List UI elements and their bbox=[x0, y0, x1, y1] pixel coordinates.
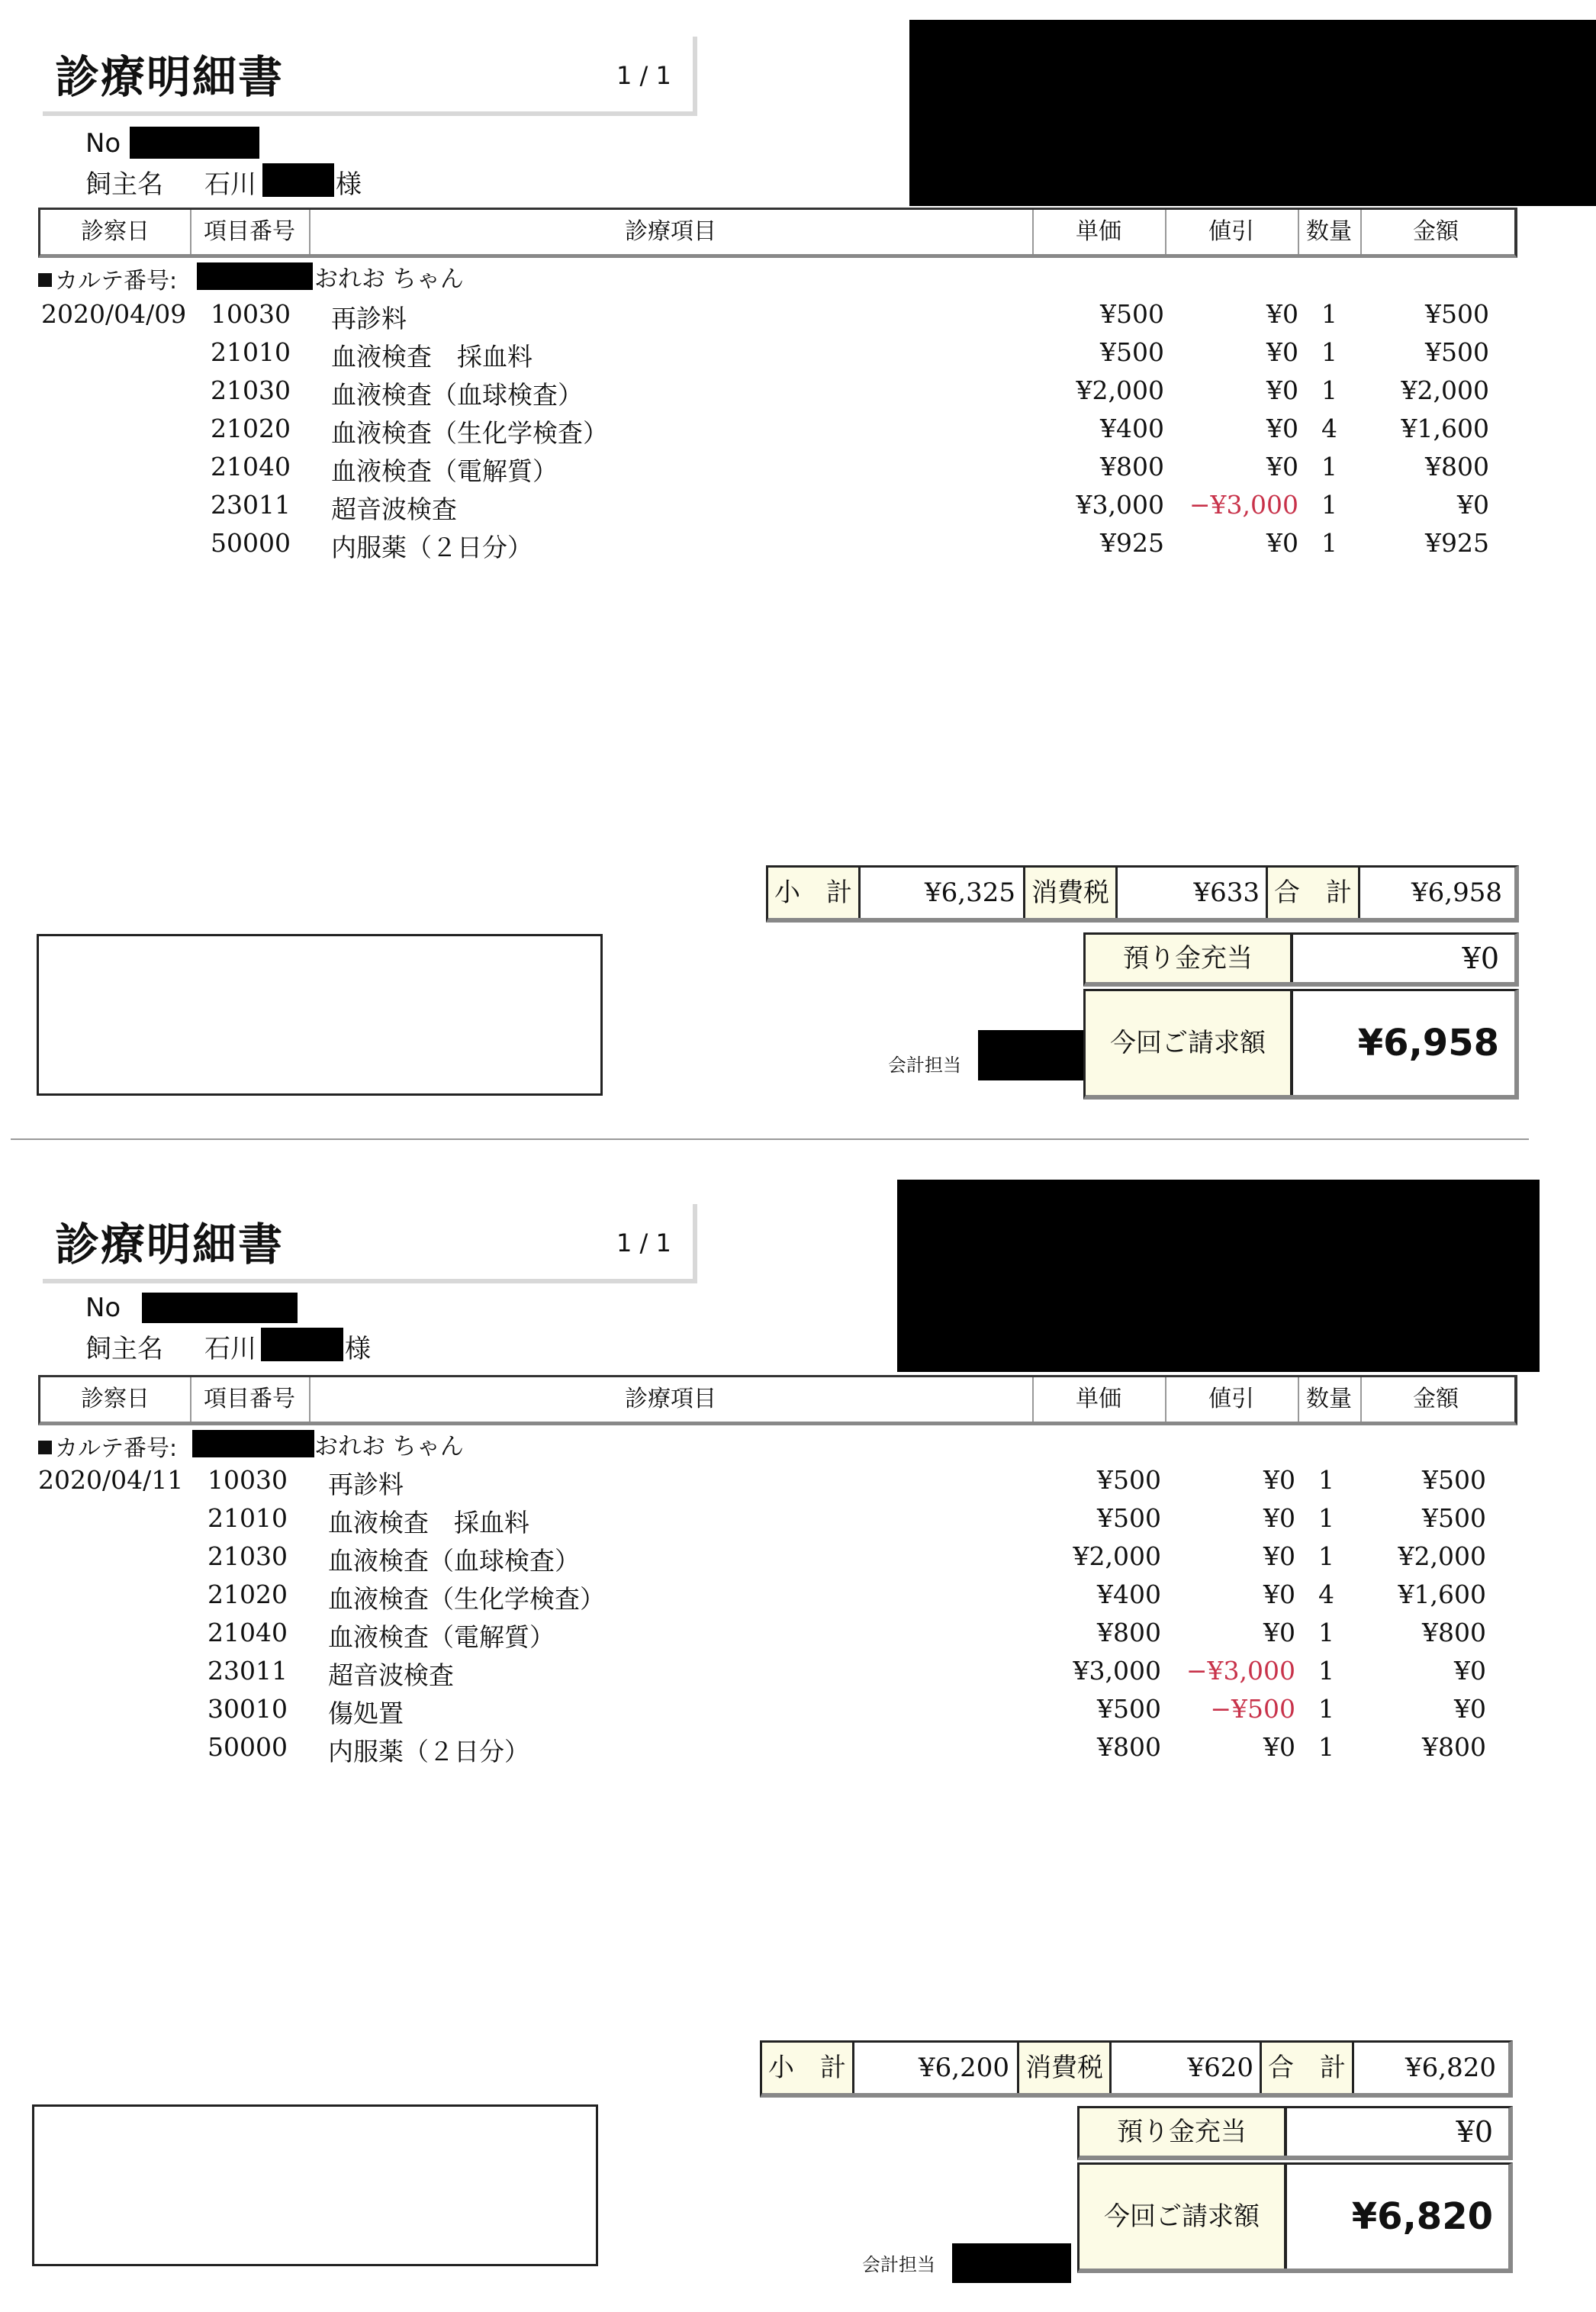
unit-price: ¥2,000 bbox=[1073, 1541, 1161, 1571]
redaction-block-clinic bbox=[909, 20, 1596, 206]
discount: −¥3,000 bbox=[1189, 490, 1298, 520]
pet-name: おれお ちゃん bbox=[314, 1433, 464, 1460]
quantity: 1 bbox=[1321, 452, 1337, 481]
item-code: 21030 bbox=[208, 1541, 288, 1571]
table-row bbox=[0, 1503, 1596, 1541]
quantity: 1 bbox=[1318, 1656, 1334, 1686]
redaction-karte-number bbox=[197, 262, 313, 290]
unit-price: ¥3,000 bbox=[1073, 1656, 1161, 1686]
tax-label: 消費税 bbox=[1023, 868, 1118, 918]
unit-price: ¥500 bbox=[1097, 1465, 1161, 1495]
redaction-owner-name bbox=[261, 1328, 343, 1361]
item-name: 再診料 bbox=[331, 304, 407, 333]
table-row bbox=[0, 1465, 1596, 1503]
discount: ¥0 bbox=[1263, 1579, 1295, 1609]
karte-label: カルテ番号: bbox=[55, 1435, 178, 1462]
item-name: 傷処置 bbox=[328, 1699, 404, 1728]
header-price: 単価 bbox=[1032, 1377, 1166, 1422]
quantity: 4 bbox=[1321, 414, 1337, 443]
discount: ¥0 bbox=[1266, 375, 1298, 405]
item-name: 血液検査（生化学検査） bbox=[331, 418, 608, 448]
visit-date: 2020/04/09 bbox=[41, 299, 187, 329]
accountant-label: 会計担当 bbox=[888, 1055, 961, 1076]
subtotal-label: 小 計 bbox=[762, 2043, 854, 2093]
quantity: 1 bbox=[1318, 1465, 1334, 1495]
item-code: 23011 bbox=[211, 490, 291, 520]
tax-value: ¥633 bbox=[1193, 877, 1260, 908]
redaction-accountant bbox=[952, 2243, 1071, 2283]
unit-price: ¥500 bbox=[1100, 337, 1164, 367]
amount: ¥925 bbox=[1425, 528, 1489, 558]
table-row bbox=[0, 414, 1596, 452]
discount: ¥0 bbox=[1266, 528, 1298, 558]
item-code: 21040 bbox=[211, 452, 291, 481]
unit-price: ¥500 bbox=[1100, 299, 1164, 329]
item-name: 血液検査（血球検査） bbox=[328, 1546, 580, 1576]
amount: ¥0 bbox=[1457, 490, 1489, 520]
quantity: 1 bbox=[1318, 1732, 1334, 1762]
owner-surname: 石川 bbox=[204, 169, 256, 200]
karte-line bbox=[38, 262, 177, 295]
document-title: 診療明細書 bbox=[55, 1219, 285, 1270]
amount: ¥0 bbox=[1454, 1656, 1486, 1686]
table-row bbox=[0, 528, 1596, 566]
table-row bbox=[0, 337, 1596, 375]
table-header bbox=[38, 1375, 1517, 1425]
item-code: 30010 bbox=[208, 1694, 288, 1724]
quantity: 1 bbox=[1321, 299, 1337, 329]
item-name: 内服薬（２日分） bbox=[331, 533, 533, 562]
owner-label: 飼主名 bbox=[85, 1334, 163, 1364]
table-row bbox=[0, 1694, 1596, 1732]
totals-bar bbox=[766, 865, 1519, 923]
tax-label: 消費税 bbox=[1017, 2043, 1112, 2093]
header-date: 診察日 bbox=[40, 210, 191, 254]
invoice-1 bbox=[0, 0, 1596, 1145]
karte-label: カルテ番号: bbox=[55, 268, 178, 295]
discount: ¥0 bbox=[1266, 299, 1298, 329]
page-number: 1 / 1 bbox=[616, 61, 671, 90]
table-row bbox=[0, 490, 1596, 528]
advance-value: ¥0 bbox=[1456, 2115, 1493, 2149]
amount: ¥500 bbox=[1422, 1465, 1486, 1495]
amount: ¥800 bbox=[1425, 452, 1489, 481]
invoice-2 bbox=[0, 1167, 1596, 2312]
table-row bbox=[0, 375, 1596, 414]
advance-box bbox=[1083, 932, 1519, 987]
redaction-no bbox=[130, 127, 259, 159]
discount: ¥0 bbox=[1266, 414, 1298, 443]
table-row bbox=[0, 1579, 1596, 1618]
square-bullet-icon bbox=[38, 1441, 52, 1454]
accountant-label: 会計担当 bbox=[862, 2254, 935, 2275]
bill-label: 今回ご請求額 bbox=[1080, 2165, 1287, 2269]
header-item: 診療項目 bbox=[309, 1377, 1034, 1422]
discount: ¥0 bbox=[1263, 1503, 1295, 1533]
item-code: 10030 bbox=[208, 1465, 288, 1495]
redaction-karte-number bbox=[192, 1430, 314, 1457]
subtotal-value: ¥6,200 bbox=[919, 2053, 1009, 2083]
owner-surname: 石川 bbox=[204, 1334, 256, 1364]
bill-value: ¥6,820 bbox=[1351, 2195, 1493, 2238]
quantity: 1 bbox=[1318, 1503, 1334, 1533]
document-title: 診療明細書 bbox=[55, 51, 285, 103]
discount: ¥0 bbox=[1263, 1732, 1295, 1762]
amount: ¥500 bbox=[1422, 1503, 1486, 1533]
quantity: 1 bbox=[1318, 1694, 1334, 1724]
header-amount: 金額 bbox=[1413, 1386, 1459, 1412]
unit-price: ¥800 bbox=[1100, 452, 1164, 481]
total-label: 合 計 bbox=[1266, 868, 1360, 918]
discount: ¥0 bbox=[1263, 1618, 1295, 1647]
bill-box bbox=[1077, 2162, 1513, 2273]
header-item: 診療項目 bbox=[309, 210, 1034, 254]
item-name: 血液検査（電解質） bbox=[331, 456, 558, 486]
advance-label: 預り金充当 bbox=[1080, 2108, 1287, 2156]
amount: ¥0 bbox=[1454, 1694, 1486, 1724]
square-bullet-icon bbox=[38, 273, 52, 287]
unit-price: ¥500 bbox=[1097, 1694, 1161, 1724]
item-code: 23011 bbox=[208, 1656, 288, 1686]
item-code: 21030 bbox=[211, 375, 291, 405]
amount: ¥800 bbox=[1422, 1732, 1486, 1762]
table-row bbox=[0, 1656, 1596, 1694]
item-name: 血液検査（電解質） bbox=[328, 1622, 555, 1652]
quantity: 1 bbox=[1321, 375, 1337, 405]
no-label: No bbox=[85, 128, 121, 159]
unit-price: ¥925 bbox=[1100, 528, 1164, 558]
header-code: 項目番号 bbox=[190, 1377, 311, 1422]
amount: ¥500 bbox=[1425, 337, 1489, 367]
owner-suffix: 様 bbox=[336, 169, 362, 200]
discount: ¥0 bbox=[1263, 1541, 1295, 1571]
total-value: ¥6,958 bbox=[1411, 877, 1502, 908]
divider-line bbox=[11, 1138, 1529, 1140]
table-row bbox=[0, 1618, 1596, 1656]
unit-price: ¥3,000 bbox=[1076, 490, 1164, 520]
item-name: 血液検査 採血料 bbox=[328, 1508, 529, 1538]
karte-line bbox=[38, 1429, 177, 1463]
discount: −¥3,000 bbox=[1186, 1656, 1295, 1686]
owner-suffix: 様 bbox=[345, 1334, 371, 1364]
item-code: 50000 bbox=[211, 528, 291, 558]
no-label: No bbox=[85, 1293, 121, 1323]
stamp-box bbox=[37, 934, 603, 1096]
unit-price: ¥400 bbox=[1100, 414, 1164, 443]
visit-date: 2020/04/11 bbox=[38, 1465, 184, 1495]
subtotal-value: ¥6,325 bbox=[925, 877, 1015, 908]
subtotal-label: 小 計 bbox=[768, 868, 861, 918]
bill-value: ¥6,958 bbox=[1357, 1022, 1499, 1064]
total-value: ¥6,820 bbox=[1405, 2053, 1496, 2083]
item-code: 50000 bbox=[208, 1732, 288, 1762]
bill-box bbox=[1083, 989, 1519, 1100]
unit-price: ¥800 bbox=[1097, 1618, 1161, 1647]
amount: ¥800 bbox=[1422, 1618, 1486, 1647]
amount: ¥1,600 bbox=[1398, 1579, 1486, 1609]
header-amount: 金額 bbox=[1413, 218, 1459, 245]
quantity: 1 bbox=[1321, 337, 1337, 367]
pet-name: おれお ちゃん bbox=[314, 266, 464, 293]
discount: ¥0 bbox=[1266, 452, 1298, 481]
item-code: 21020 bbox=[208, 1579, 288, 1609]
header-date: 診察日 bbox=[40, 1377, 191, 1422]
item-code: 21020 bbox=[211, 414, 291, 443]
amount: ¥1,600 bbox=[1401, 414, 1489, 443]
item-name: 内服薬（２日分） bbox=[328, 1737, 529, 1766]
advance-value: ¥0 bbox=[1462, 942, 1499, 975]
item-name: 超音波検査 bbox=[331, 494, 457, 524]
tax-value: ¥620 bbox=[1187, 2053, 1253, 2083]
table-header bbox=[38, 208, 1517, 258]
table-row bbox=[0, 299, 1596, 337]
amount: ¥2,000 bbox=[1401, 375, 1489, 405]
item-code: 21010 bbox=[211, 337, 291, 367]
item-code: 21040 bbox=[208, 1618, 288, 1647]
discount: ¥0 bbox=[1266, 337, 1298, 367]
quantity: 1 bbox=[1321, 528, 1337, 558]
stamp-box bbox=[32, 2104, 598, 2266]
redaction-block-clinic bbox=[897, 1180, 1540, 1372]
item-name: 血液検査（血球検査） bbox=[331, 380, 583, 410]
totals-bar bbox=[760, 2040, 1513, 2098]
unit-price: ¥400 bbox=[1097, 1579, 1161, 1609]
header-code: 項目番号 bbox=[190, 210, 311, 254]
amount: ¥500 bbox=[1425, 299, 1489, 329]
unit-price: ¥800 bbox=[1097, 1732, 1161, 1762]
quantity: 1 bbox=[1321, 490, 1337, 520]
item-name: 再診料 bbox=[328, 1470, 404, 1499]
item-name: 血液検査 採血料 bbox=[331, 342, 533, 372]
header-qty: 数量 bbox=[1298, 210, 1362, 254]
table-row bbox=[0, 452, 1596, 490]
item-code: 21010 bbox=[208, 1503, 288, 1533]
amount: ¥2,000 bbox=[1398, 1541, 1486, 1571]
unit-price: ¥2,000 bbox=[1076, 375, 1164, 405]
owner-label: 飼主名 bbox=[85, 169, 163, 200]
quantity: 1 bbox=[1318, 1541, 1334, 1571]
discount: −¥500 bbox=[1210, 1694, 1295, 1724]
item-code: 10030 bbox=[211, 299, 291, 329]
advance-box bbox=[1077, 2106, 1513, 2160]
total-label: 合 計 bbox=[1260, 2043, 1354, 2093]
redaction-accountant bbox=[978, 1030, 1083, 1080]
header-discount: 値引 bbox=[1165, 1377, 1299, 1422]
discount: ¥0 bbox=[1263, 1465, 1295, 1495]
header-qty: 数量 bbox=[1298, 1377, 1362, 1422]
bill-label: 今回ご請求額 bbox=[1086, 991, 1293, 1095]
redaction-owner-name bbox=[262, 163, 334, 197]
quantity: 4 bbox=[1318, 1579, 1334, 1609]
header-price: 単価 bbox=[1032, 210, 1166, 254]
quantity: 1 bbox=[1318, 1618, 1334, 1647]
page-number: 1 / 1 bbox=[616, 1228, 671, 1257]
item-name: 血液検査（生化学検査） bbox=[328, 1584, 605, 1614]
item-name: 超音波検査 bbox=[328, 1660, 454, 1690]
redaction-no bbox=[142, 1293, 298, 1323]
header-discount: 値引 bbox=[1165, 210, 1299, 254]
unit-price: ¥500 bbox=[1097, 1503, 1161, 1533]
table-row bbox=[0, 1732, 1596, 1770]
table-row bbox=[0, 1541, 1596, 1579]
advance-label: 預り金充当 bbox=[1086, 935, 1293, 982]
